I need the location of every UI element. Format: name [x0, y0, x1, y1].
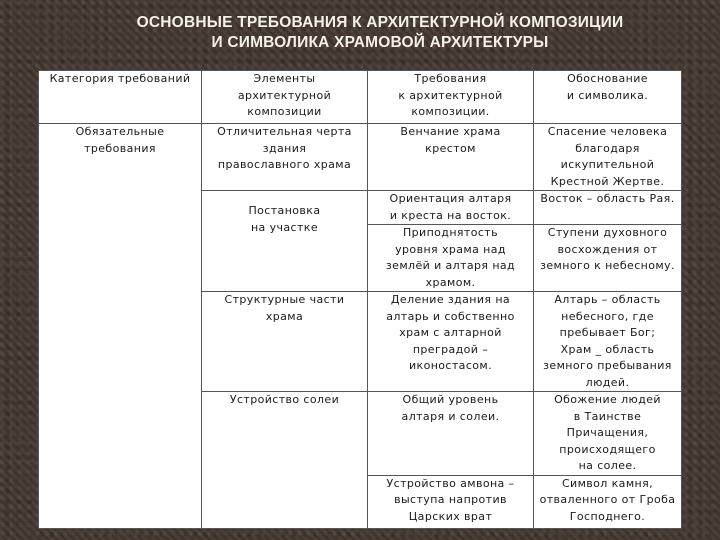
header-row: [39, 71, 682, 124]
rationale-cell: Алтарь – область небесного, где пребывает Бог; Храм _ область земного пребывания людей.: [534, 292, 682, 392]
rationale-cell: Восток – область Рая.: [534, 191, 682, 225]
header-rationale: Обоснование и символика.: [534, 71, 682, 124]
header-elements: Элементы архитектурной композиции: [202, 71, 368, 124]
page-title: [60, 13, 700, 53]
title-line-1: ОСНОВНЫЕ ТРЕБОВАНИЯ К АРХИТЕКТУРНОЙ КОМПОЗИЦИИ: [136, 14, 624, 31]
requirement-cell: Деление здания на алтарь и собственно храм с алтарной преградой – иконостасом.: [368, 292, 534, 392]
requirement-cell: Венчание храма крестом: [368, 124, 534, 191]
element-cell: Устройство солеи: [202, 392, 368, 529]
table-row: [39, 124, 682, 191]
requirement-cell: Общий уровень алтаря и солеи.: [368, 392, 534, 476]
rationale-cell: Символ камня, отваленного от Гроба Господнего.: [534, 475, 682, 528]
rationale-cell: Спасение человека благодаря искупительной Крестной Жертве.: [534, 124, 682, 191]
element-cell: Структурные части храма: [202, 292, 368, 392]
title-line-2: И СИМВОЛИКА ХРАМОВОЙ АРХИТЕКТУРЫ: [211, 34, 549, 51]
requirements-table: [38, 70, 682, 529]
requirement-cell: Устройство амвона – выступа напротив Царских врат: [368, 475, 534, 528]
header-requirements: Требования к архитектурной композиции.: [368, 71, 534, 124]
element-cell: Постановка на участке: [202, 191, 368, 292]
header-category: Категория требований: [39, 71, 202, 124]
rationale-cell: Ступени духовного восхождения от земного к небесному.: [534, 225, 682, 292]
requirement-cell: Ориентация алтаря и креста на восток.: [368, 191, 534, 225]
requirement-cell: Приподнятость уровня храма над землёй и алтаря над храмом.: [368, 225, 534, 292]
rationale-cell: Обожение людей в Таинстве Причащения, происходящего на солее.: [534, 392, 682, 476]
category-mandatory: Обязательные требования: [39, 124, 202, 529]
element-cell: Отличительная черта здания православного храма: [202, 124, 368, 191]
